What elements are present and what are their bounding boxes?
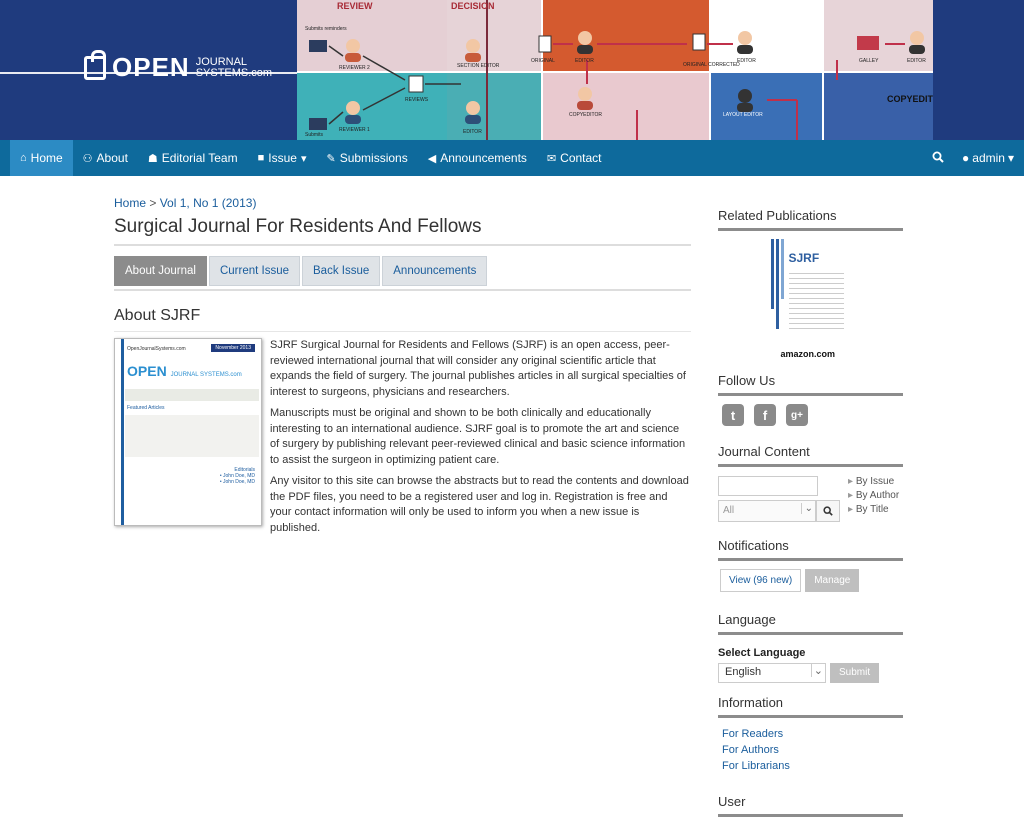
- tab-about-journal[interactable]: About Journal: [114, 256, 207, 286]
- about-paragraph-3: Any visitor to this site can browse the abstracts but to read the contents and download the PDF files, you need to be a registered user and log in. Registration is free and your contact information will only be used to inform you when a new issue is published.: [270, 475, 689, 534]
- nav-about-label: About: [96, 151, 128, 165]
- caret-down-icon: ▾: [1007, 151, 1014, 165]
- nav-submissions-label: Submissions: [339, 151, 408, 165]
- cover-editorials: [220, 467, 255, 485]
- nav-right: [932, 140, 1014, 176]
- twitter-icon[interactable]: t: [722, 404, 744, 426]
- main-content: [114, 196, 691, 542]
- bullhorn-icon: ◀: [427, 152, 437, 165]
- notifications: [718, 530, 903, 600]
- link-for-librarians[interactable]: For Librarians: [722, 759, 790, 772]
- user-block: [718, 786, 903, 817]
- caret-down-icon: ▾: [300, 152, 307, 165]
- home-icon: ⌂: [20, 152, 27, 164]
- book-bar: [776, 239, 779, 329]
- manage-notifications-button[interactable]: Manage: [805, 569, 859, 592]
- browse-by-title[interactable]: ▸ By Title: [848, 503, 899, 517]
- language: [718, 604, 903, 683]
- follow-us-title: Follow Us: [718, 365, 903, 396]
- journal-tabs: [114, 256, 691, 291]
- user-menu[interactable]: [962, 151, 1014, 165]
- cover-date: November 2013: [211, 344, 255, 352]
- breadcrumb: [114, 196, 691, 210]
- sidebar: [718, 200, 903, 821]
- art-label-reviews: REVIEWS: [405, 97, 429, 103]
- related-publication-image[interactable]: [761, 239, 861, 359]
- book-bar: [771, 239, 774, 309]
- social-links: [718, 396, 903, 432]
- users-icon: ☗: [147, 152, 158, 165]
- link-for-authors[interactable]: For Authors: [722, 743, 779, 756]
- book-text-lines: [789, 269, 844, 329]
- nav-home[interactable]: [10, 140, 73, 176]
- information-title: Information: [718, 687, 903, 718]
- art-label-editor-3: EDITOR: [737, 58, 756, 64]
- amazon-logo: amazon.com: [780, 349, 836, 359]
- link-for-readers[interactable]: For Readers: [722, 727, 784, 740]
- nav-issue[interactable]: [248, 140, 317, 176]
- breadcrumb-current[interactable]: Vol 1, No 1 (2013): [159, 196, 257, 210]
- nav-home-label: Home: [30, 151, 63, 165]
- art-label-reviewer1: REVIEWER 1: [339, 127, 370, 133]
- related-publications-title: Related Publications: [718, 200, 903, 231]
- information-links: [718, 718, 903, 782]
- art-label-review: REVIEW: [337, 1, 373, 11]
- art-label-editor-4: EDITOR: [907, 58, 926, 64]
- cover-editor-1: • John Doe, MD: [219, 473, 255, 479]
- main-navbar: [0, 140, 1024, 176]
- art-label-copyedit: COPYEDIT: [887, 94, 933, 104]
- cover-box: [125, 415, 259, 457]
- about-paragraph-1: SJRF Surgical Journal for Residents and Fellows (SJRF) is an open access, peer-reviewed international journal that will consider any original scientific article that expands the field of surgery. The journal publishes articles in all surgical specialties of interest to surgeons, physicians and researchers.: [270, 339, 686, 398]
- workflow-illustration: [297, 0, 933, 140]
- sitemap-icon: ⚇: [82, 152, 93, 165]
- facebook-icon[interactable]: f: [754, 404, 776, 426]
- language-title: Language: [718, 604, 903, 635]
- user-icon: ●: [962, 151, 970, 165]
- follow-us: [718, 365, 903, 432]
- select-language-label: Select Language: [718, 646, 806, 659]
- book-title: SJRF: [788, 251, 820, 265]
- journal-cover-image: [114, 338, 262, 526]
- language-submit-button[interactable]: Submit: [830, 663, 879, 683]
- breadcrumb-separator: >: [149, 196, 157, 210]
- logo-subtitle-1: JOURNAL: [195, 55, 248, 68]
- information: [718, 687, 903, 782]
- edit-icon: ✎: [326, 152, 336, 165]
- art-label-submits: Submits: [305, 132, 324, 138]
- nav-editorial-team-label: Editorial Team: [161, 151, 238, 165]
- page-title: Surgical Journal For Residents And Fellows: [114, 216, 691, 246]
- cover-spine: [121, 339, 124, 525]
- cover-band: [125, 389, 259, 401]
- journal-content-title: Journal Content: [718, 436, 903, 467]
- notifications-title: Notifications: [718, 530, 903, 561]
- cover-logo-small: JOURNAL SYSTEMS.com: [170, 372, 242, 378]
- user-name: admin: [972, 151, 1005, 165]
- search-scope-select[interactable]: All ⌄: [718, 500, 816, 522]
- about-heading: About SJRF: [114, 307, 691, 332]
- language-select[interactable]: English ⌄: [718, 663, 826, 683]
- site-banner: [0, 0, 1024, 140]
- art-label-editor-2: EDITOR: [575, 58, 594, 64]
- art-label-submits-reminders: Submits reminders: [305, 26, 347, 32]
- about-text: [270, 338, 691, 542]
- cover-site: OpenJournalSystems.com: [127, 346, 186, 352]
- tab-back-issue[interactable]: Back Issue: [302, 256, 380, 286]
- breadcrumb-home[interactable]: Home: [114, 196, 147, 210]
- tab-current-issue[interactable]: Current Issue: [209, 256, 300, 286]
- cover-featured: Featured Articles: [127, 405, 165, 411]
- about-body: [114, 338, 691, 542]
- journal-search-input[interactable]: [718, 476, 818, 496]
- art-label-section-editor: SECTION EDITOR: [457, 63, 500, 69]
- journal-search-controls: [718, 475, 840, 522]
- cover-editorials-title: Editorials: [234, 467, 255, 473]
- view-notifications-button[interactable]: View (96 new): [720, 569, 801, 592]
- user-title: User: [718, 786, 903, 817]
- site-logo[interactable]: [84, 52, 272, 83]
- browse-by-issue[interactable]: ▸ By Issue: [848, 475, 899, 489]
- art-label-decision: DECISION: [451, 1, 495, 11]
- cover-logo: [127, 363, 242, 379]
- nav-contact[interactable]: [537, 140, 612, 176]
- notification-buttons: [718, 561, 903, 600]
- nav-editorial-team[interactable]: [138, 140, 248, 176]
- envelope-icon: ✉: [546, 152, 557, 165]
- search-icon[interactable]: [932, 151, 944, 166]
- related-publications: [718, 200, 903, 359]
- journal-search-row: [718, 500, 840, 522]
- nav-announcements[interactable]: [418, 140, 537, 176]
- cover-editor-2: • John Doe, MD: [219, 479, 255, 485]
- journal-content-search: [718, 467, 903, 522]
- art-label-original-corrected: ORIGINAL CORRECTED: [683, 62, 740, 68]
- book-icon: ■: [257, 152, 265, 164]
- art-label-copyeditor: COPYEDITOR: [569, 112, 602, 118]
- art-label-reviewer2: REVIEWER 2: [339, 65, 370, 71]
- browse-by-author[interactable]: ▸ By Author: [848, 489, 899, 503]
- cover-logo-word: OPEN: [127, 363, 167, 379]
- journal-content: [718, 436, 903, 522]
- about-paragraph-2: Manuscripts must be original and shown to be both clinically and educationally interesting to an international audience. SJRF goal is to promote the art and science of surgery by publishing relevant peer-reviewed clinical and basic science information to assist the surgeon in optimizing patient care.: [270, 407, 686, 466]
- tab-announcements[interactable]: Announcements: [382, 256, 487, 286]
- nav-about[interactable]: [73, 140, 138, 176]
- art-label-galley: GALLEY: [859, 58, 879, 64]
- book-bar: [781, 239, 784, 299]
- art-label-editor-1: EDITOR: [463, 129, 482, 135]
- logo-subtitle-2: SYSTEMS.com: [195, 66, 273, 79]
- googleplus-icon[interactable]: g+: [786, 404, 808, 426]
- nav-announcements-label: Announcements: [440, 151, 527, 165]
- nav-submissions[interactable]: [316, 140, 417, 176]
- art-label-original: ORIGINAL: [531, 58, 555, 64]
- lock-icon: [84, 56, 106, 80]
- art-label-layout-editor: LAYOUT EDITOR: [723, 112, 763, 118]
- search-icon: [823, 506, 833, 516]
- nav-issue-label: Issue: [268, 151, 297, 165]
- nav-contact-label: Contact: [560, 151, 602, 165]
- logo-wordmark: OPEN: [112, 52, 190, 82]
- search-button[interactable]: [816, 500, 840, 522]
- language-row: [718, 663, 903, 683]
- browse-links: [848, 475, 899, 522]
